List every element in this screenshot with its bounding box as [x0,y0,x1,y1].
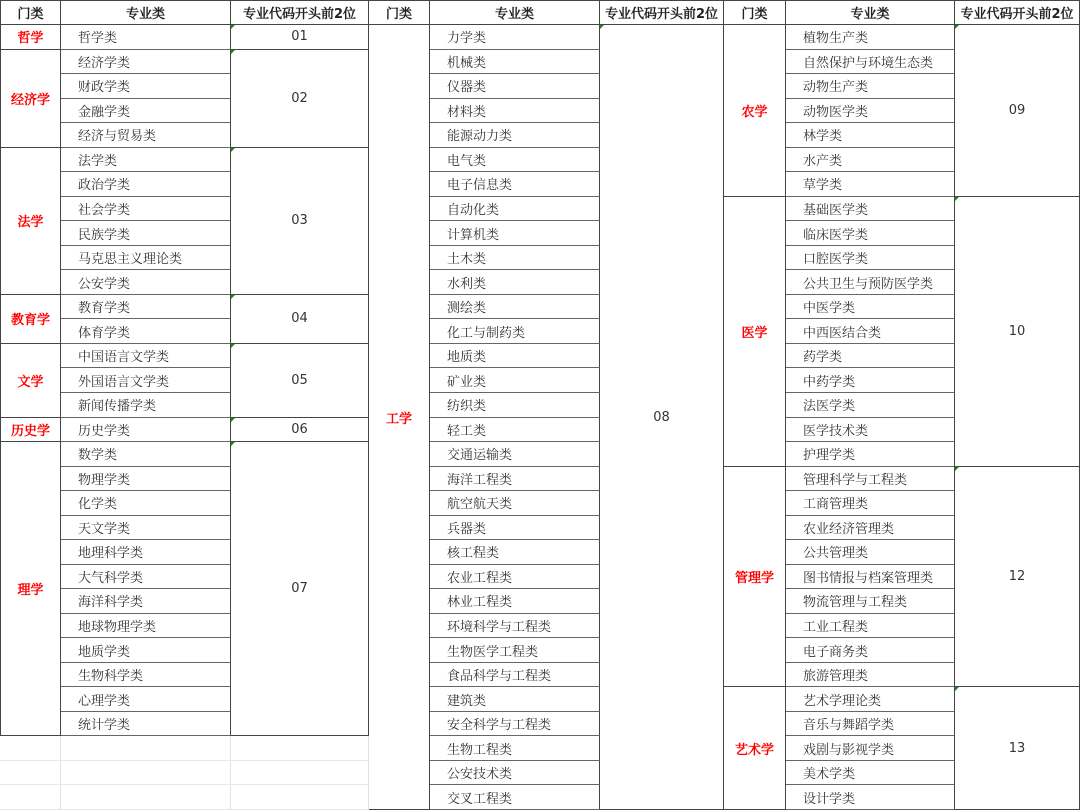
major-class-cell[interactable]: 中国语言文学类 [61,344,231,369]
empty-cell[interactable] [231,736,369,761]
major-class-cell[interactable]: 纺织类 [430,393,600,418]
major-class-cell[interactable]: 生物医学工程类 [430,638,600,663]
table-section-3 [724,0,1080,810]
major-class-cell[interactable]: 公安学类 [61,270,231,295]
major-class-cell[interactable]: 动物生产类 [786,74,955,99]
major-class-cell[interactable]: 兵器类 [430,516,600,541]
major-class-cell[interactable]: 基础医学类 [786,197,955,222]
major-class-cell[interactable]: 植物生产类 [786,25,955,50]
major-class-cell[interactable]: 海洋工程类 [430,467,600,492]
major-class-cell[interactable]: 中药学类 [786,368,955,393]
major-class-cell[interactable]: 药学类 [786,344,955,369]
major-class-cell[interactable]: 政治学类 [61,172,231,197]
code-prefix-cell[interactable]: 08 [600,25,724,810]
category-cell[interactable]: 管理学 [724,467,786,688]
major-class-cell[interactable]: 测绘类 [430,295,600,320]
category-cell[interactable]: 文学 [0,344,61,418]
table-section-2 [369,0,724,810]
major-class-cell[interactable]: 戏剧与影视学类 [786,736,955,761]
major-class-cell[interactable]: 设计学类 [786,785,955,810]
major-class-cell[interactable]: 生物科学类 [61,663,231,688]
major-class-cell[interactable]: 水利类 [430,270,600,295]
major-class-cell[interactable]: 海洋科学类 [61,589,231,614]
major-class-cell[interactable]: 工商管理类 [786,491,955,516]
major-class-cell[interactable]: 马克思主义理论类 [61,246,231,271]
code-prefix-cell[interactable]: 09 [955,25,1080,197]
major-class-cell[interactable]: 材料类 [430,99,600,124]
table-section-1 [0,0,369,810]
empty-cell[interactable] [0,736,61,761]
major-class-cell[interactable]: 财政学类 [61,74,231,99]
code-prefix-cell[interactable]: 03 [231,148,369,295]
empty-cell[interactable] [61,761,231,786]
category-cell[interactable]: 艺术学 [724,687,786,810]
empty-cell[interactable] [0,761,61,786]
major-class-cell[interactable]: 外国语言文学类 [61,368,231,393]
category-cell[interactable]: 历史学 [0,418,61,443]
major-class-cell[interactable]: 航空航天类 [430,491,600,516]
major-class-cell[interactable]: 地理科学类 [61,540,231,565]
code-prefix-cell[interactable]: 01 [231,25,369,50]
category-cell[interactable]: 理学 [0,442,61,736]
major-class-cell[interactable]: 公共管理类 [786,540,955,565]
empty-cell[interactable] [231,785,369,810]
major-class-cell[interactable]: 民族学类 [61,221,231,246]
major-class-cell[interactable]: 土木类 [430,246,600,271]
header-major-class: 专业类 [430,0,600,25]
major-class-cell[interactable]: 临床医学类 [786,221,955,246]
category-cell[interactable]: 工学 [369,25,430,810]
major-class-cell[interactable]: 美术学类 [786,761,955,786]
major-class-cell[interactable]: 电子商务类 [786,638,955,663]
major-class-cell[interactable]: 大气科学类 [61,565,231,590]
major-class-cell[interactable]: 核工程类 [430,540,600,565]
header-major-class: 专业类 [786,0,955,25]
code-prefix-cell[interactable]: 12 [955,467,1080,688]
major-class-cell[interactable]: 天文学类 [61,516,231,541]
major-class-cell[interactable]: 口腔医学类 [786,246,955,271]
major-class-cell[interactable]: 自动化类 [430,197,600,222]
major-class-cell[interactable]: 中医学类 [786,295,955,320]
major-class-cell[interactable]: 化学类 [61,491,231,516]
header-code-prefix: 专业代码开头前2位 [231,0,369,25]
major-class-cell[interactable]: 图书情报与档案管理类 [786,565,955,590]
major-class-cell[interactable]: 交通运输类 [430,442,600,467]
major-class-cell[interactable]: 心理学类 [61,687,231,712]
major-class-cell[interactable]: 社会学类 [61,197,231,222]
major-class-cell[interactable]: 力学类 [430,25,600,50]
major-class-cell[interactable]: 管理科学与工程类 [786,467,955,492]
major-class-cell[interactable]: 旅游管理类 [786,663,955,688]
major-class-cell[interactable]: 数学类 [61,442,231,467]
major-class-cell[interactable]: 食品科学与工程类 [430,663,600,688]
major-class-cell[interactable]: 仪器类 [430,74,600,99]
major-class-cell[interactable]: 中西医结合类 [786,319,955,344]
category-cell[interactable]: 哲学 [0,25,61,50]
major-class-cell[interactable]: 交叉工程类 [430,785,600,810]
code-prefix-cell[interactable]: 07 [231,442,369,736]
major-class-cell[interactable]: 教育学类 [61,295,231,320]
empty-cell[interactable] [61,736,231,761]
empty-cell[interactable] [61,785,231,810]
major-class-cell[interactable]: 统计学类 [61,712,231,737]
major-class-cell[interactable]: 金融学类 [61,99,231,124]
major-class-cell[interactable]: 农业工程类 [430,565,600,590]
major-class-cell[interactable]: 法医学类 [786,393,955,418]
major-class-cell[interactable]: 音乐与舞蹈学类 [786,712,955,737]
major-class-cell[interactable]: 地质类 [430,344,600,369]
major-class-cell[interactable]: 建筑类 [430,687,600,712]
major-class-cell[interactable]: 护理学类 [786,442,955,467]
major-class-cell[interactable]: 新闻传播学类 [61,393,231,418]
major-class-cell[interactable]: 农业经济管理类 [786,516,955,541]
major-class-cell[interactable]: 公共卫生与预防医学类 [786,270,955,295]
major-class-cell[interactable]: 动物医学类 [786,99,955,124]
major-class-cell[interactable]: 安全科学与工程类 [430,712,600,737]
category-cell[interactable]: 农学 [724,25,786,197]
major-class-cell[interactable]: 体育学类 [61,319,231,344]
major-class-cell[interactable]: 化工与制药类 [430,319,600,344]
header-major-class: 专业类 [61,0,231,25]
major-class-cell[interactable]: 自然保护与环境生态类 [786,50,955,75]
major-class-cell[interactable]: 地质学类 [61,638,231,663]
major-class-cell[interactable]: 艺术学理论类 [786,687,955,712]
major-class-cell[interactable]: 轻工类 [430,418,600,443]
code-prefix-cell[interactable]: 10 [955,197,1080,467]
header-category: 门类 [724,0,786,25]
major-class-cell[interactable]: 水产类 [786,148,955,173]
major-class-cell[interactable]: 物理学类 [61,467,231,492]
major-class-cell[interactable]: 医学技术类 [786,418,955,443]
major-class-cell[interactable]: 计算机类 [430,221,600,246]
code-prefix-cell[interactable]: 05 [231,344,369,418]
code-prefix-cell[interactable]: 04 [231,295,369,344]
category-cell[interactable]: 教育学 [0,295,61,344]
category-cell[interactable]: 法学 [0,148,61,295]
major-class-cell[interactable]: 草学类 [786,172,955,197]
empty-cell[interactable] [0,785,61,810]
major-class-cell[interactable]: 经济与贸易类 [61,123,231,148]
major-class-cell[interactable]: 生物工程类 [430,736,600,761]
major-class-cell[interactable]: 机械类 [430,50,600,75]
major-class-cell[interactable]: 法学类 [61,148,231,173]
code-prefix-cell[interactable]: 02 [231,50,369,148]
header-code-prefix: 专业代码开头前2位 [600,0,724,25]
category-cell[interactable]: 经济学 [0,50,61,148]
major-class-cell[interactable]: 哲学类 [61,25,231,50]
category-cell[interactable]: 医学 [724,197,786,467]
major-class-cell[interactable]: 地球物理学类 [61,614,231,639]
header-category: 门类 [0,0,61,25]
code-prefix-cell[interactable]: 13 [955,687,1080,810]
major-class-cell[interactable]: 林业工程类 [430,589,600,614]
header-code-prefix: 专业代码开头前2位 [955,0,1080,25]
major-class-cell[interactable]: 物流管理与工程类 [786,589,955,614]
major-class-cell[interactable]: 能源动力类 [430,123,600,148]
major-class-cell[interactable]: 公安技术类 [430,761,600,786]
major-class-cell[interactable]: 矿业类 [430,368,600,393]
major-class-cell[interactable]: 经济学类 [61,50,231,75]
major-class-cell[interactable]: 工业工程类 [786,614,955,639]
major-class-cell[interactable]: 历史学类 [61,418,231,443]
major-class-cell[interactable]: 电气类 [430,148,600,173]
code-prefix-cell[interactable]: 06 [231,418,369,443]
major-class-cell[interactable]: 电子信息类 [430,172,600,197]
empty-cell[interactable] [231,761,369,786]
header-category: 门类 [369,0,430,25]
major-class-cell[interactable]: 环境科学与工程类 [430,614,600,639]
major-class-cell[interactable]: 林学类 [786,123,955,148]
